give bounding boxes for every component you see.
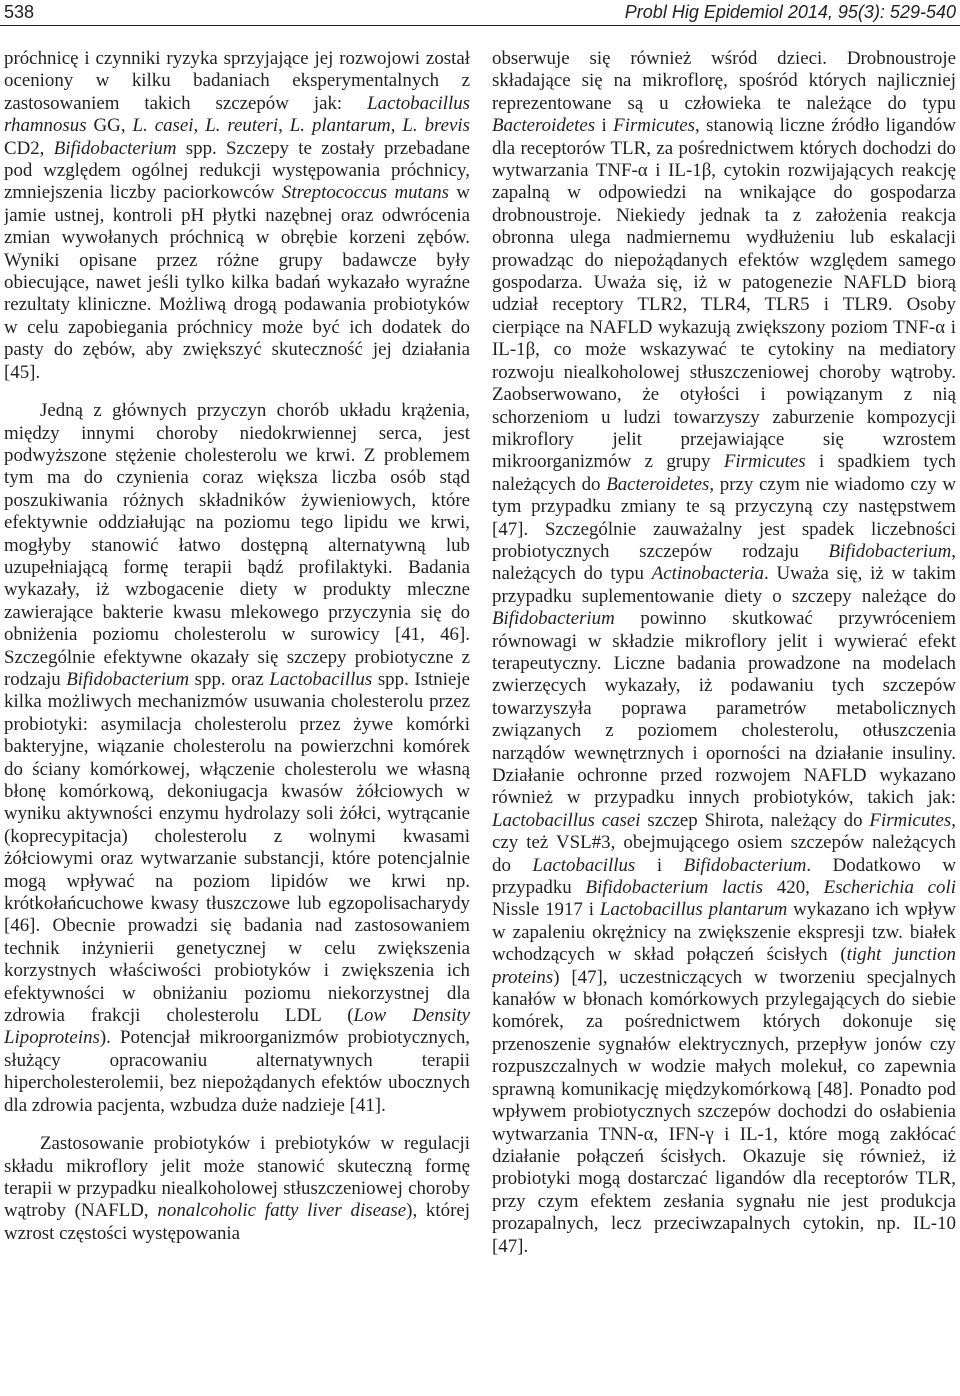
italic-term: Bifidobacterium: [66, 668, 190, 690]
italic-term: Firmicutes: [613, 115, 696, 137]
journal-citation: Probl Hig Epidemiol 2014, 95(3): 529-540: [624, 2, 956, 22]
italic-term: L. plantarum: [289, 115, 391, 137]
paragraph-nafld-intro: Zastosowanie probiotyków i prebiotyków w regulacji składu mikroflory jelit może stanowić skuteczną formę terapii w przypadku niealkoholowej stłuszczeniowej choroby wątroby (NAFLD, nonalcoholic fatty liver disease), której wzrost częstości występowania: [4, 1133, 470, 1244]
italic-term: L. reuteri: [205, 115, 279, 137]
italic-term: Bacteroidetes: [492, 115, 596, 137]
italic-term: Bifidobacterium: [828, 540, 952, 562]
italic-term: Streptococcus mutans: [281, 182, 450, 204]
italic-term: Escherichia coli: [823, 877, 956, 899]
italic-term: Actinobacteria: [651, 563, 764, 585]
italic-term: Firmicutes: [723, 451, 806, 473]
italic-term: Low Density Lipoproteins: [4, 1005, 470, 1049]
italic-term: tight junction proteins: [492, 944, 956, 988]
paragraph-nafld-continued: obserwuje się również wśród dzieci. Drobnoustroje składające się na mikroflorę, spośród których najliczniej reprezentowane są u człowieka te należące do typu Bacteroidetes i Firmicutes, stanowią liczne źródło ligandów dla receptorów TLR, za pośrednictwem których dochodzi do wytwarzania TNF-α i IL-1β, cytokin rozwijających reakcję zapalną w odpowiedzi na wnikające do gospodarza drobnoustroje. Niekiedy jednak ta z założenia reakcja obronna ulega nadmiernemu wydłużeniu lub eskalacji prowadząc do niepożądanych efektów względem samego gospodarza. Uważa się, iż w patogenezie NAFLD biorą udział receptory TLR2, TLR4, TLR5 i TLR9. Osoby cierpiące na NAFLD wykazują zwiększony poziom TNF-α i IL-1β, co może wskazywać te cytokiny na mediatory rozwoju niealkoholowej stłuszczeniowej choroby wątroby. Zaobserwowano, że otyłości i powiązanym z nią schorzeniom u ludzi towarzyszy zaburzenie kompozycji mikroflory jelit przejawiające się wzrostem mikroorganizmów z grupy Firmicutes i spadkiem tych należących do Bacteroidetes, przy czym nie wiadomo czy w tym przypadku zmiany te są przyczyną czy następstwem [47]. Szczególnie zauważalny jest spadek liczebności probiotycznych szczepów rodzaju Bifidobacterium, należących do typu Actinobacteria. Uważa się, iż w takim przypadku suplementowanie diety o szczepy należące do Bifidobacterium powinno skutkować przywróceniem równowagi w składzie mikroflory jelit i wywierać efekt terapeutyczny. Liczne badania prowadzone na modelach zwierzęcych wykazały, iż podawaniu tych szczepów towarzyszyła poprawa parametrów metabolicznych związanych z poziomem cholesterolu, otłuszczenia narządów wewnętrznych i oporności na działanie insuliny. Działanie ochronne przed rozwojem NAFLD wykazano również w przypadku innych probiotyków, takich jak: Lactobacillus casei szczep Shirota, należący do Firmicutes, czy też VSL#3, obejmującego osiem szczepów należących do Lactobacillus i Bifidobacterium. Dodatkowo w przypadku Bifidobacterium lactis 420, Escherichia coli Nissle 1917 i Lactobacillus plantarum wykazano ich wpływ w zapaleniu okrężnicy na zwiększenie ekspresji tzw. białek wchodzących w skład połączeń ścisłych (tight junction proteins) [47], uczestniczących w tworzeniu specjalnych kanałów w błonach komórkowych przylegających do siebie komórek, za pośrednictwem których dokonuje się przenoszenie sygnałów elektrycznych, przepływ jonów czy rozpuszczalnych w wodzie małych molekuł, co zapewnia sprawną komunikację międzykomórkową [48]. Ponadto pod wpływem probiotycznych szczepów dochodzi do osłabienia wytwarzania TNN-α, IFN-γ i IL-1, które mogą zakłócać działanie połączeń ścisłych. Okazuje się również, iż probiotyki mogą dostarczać ligandów dla receptorów TLR, przy czym efektem zesłania sygnału nie jest produkcja prozapalnych, lecz przeciwzapalnych cytokin, np. IL-10 [47].: [492, 48, 956, 1257]
right-column: [492, 48, 956, 1392]
italic-term: Lactobacillus: [532, 854, 636, 876]
italic-term: Bifidobacterium lactis: [585, 877, 764, 899]
italic-term: Lactobacillus plantarum: [599, 899, 788, 921]
italic-term: nonalcoholic fatty liver disease: [157, 1200, 407, 1222]
italic-term: Bifidobacterium: [53, 137, 177, 159]
left-column: [4, 48, 470, 1392]
italic-term: Firmicutes: [869, 809, 952, 831]
italic-term: Lactobacillus: [269, 668, 373, 690]
page-number: 538: [4, 2, 35, 22]
paragraph-cholesterol: Jedną z głównych przyczyn chorób układu krążenia, między innymi choroby niedokrwiennej serca, jest podwyższone stężenie cholesterolu we krwi. Z problemem tym ma do czynienia coraz większa liczba osób stąd poszukiwania różnych składników żywieniowych, które efektywnie oddziałując na poziomu tego lipidu we krwi, mogłyby stanowić łatwo dostępną alternatywną lub uzupełniającą formę terapii bądź profilaktyki. Badania wykazały, iż wzbogacenie diety w produkty mleczne zawierające bakterie kwasu mlekowego przyczynia się do obniżenia poziomu cholesterolu w surowicy [41, 46]. Szczególnie efektywne okazały się szczepy probiotyczne z rodzaju Bifidobacterium spp. oraz Lactobacillus spp. Istnieje kilka możliwych mechanizmów usuwania cholesterolu przez probiotyki: asymilacja cholesterolu przez żywe komórki bakteryjne, wiązanie cholesterolu na powierzchni komórek do ściany komórkowej, włączenie cholesterolu we własną błonę komórkową, dekoniugacja kwasów żółciowych w wyniku aktywności enzymu hydrolazy soli żółci, wytrącanie (koprecypitacja) cholesterolu z wolnymi kwasami żółciowymi oraz wytwarzanie substancji, które potencjalnie mogą wpływać na poziom lipidów we krwi np. krótkołańcuchowe kwasy tłuszczowe lub egzopolisacharydy [46]. Obecnie prowadzi się badania nad zastosowaniem technik inżynierii genetycznej w celu zwiększenia korzystnych właściwości probiotyków i zwiększenia ich efektywności w obniżaniu poziomu niekorzystnej dla zdrowia frakcji cholesterolu LDL (Low Density Lipoproteins). Potencjał mikroorganizmów probiotycznych, służący opracowaniu alternatywnych terapii hipercholesterolemii, bez niepożądanych efektów ubocznych dla zdrowia pacjenta, wzbudza duże nadzieje [41].: [4, 400, 470, 1116]
italic-term: Bacteroidetes: [606, 473, 710, 495]
italic-term: Lactobacillus casei: [492, 809, 641, 831]
italic-term: Bifidobacterium: [683, 854, 807, 876]
italic-term: L. brevis: [402, 115, 470, 137]
italic-term: Lactobacillus rhamnosus: [4, 92, 470, 137]
paragraph-caries: próchnicę i czynniki ryzyka sprzyjające jej rozwojowi został oceniony w kilku badaniach eksperymentalnych z zastosowaniem takich szczepów jak: Lactobacillus rhamnosus GG, L. casei, L. reuteri, L. plantarum, L. brevis CD2, Bifidobacterium spp. Szczepy te zostały przebadane pod względem ogólnej redukcji występowania próchnicy, zmniejszenia liczby paciorkowców Streptococcus mutans w jamie ustnej, kontroli pH płytki nazębnej oraz odwrócenia zmian wywołanych próchnicą w obrębie korzeni zębów. Wyniki opisane przez różne grupy badawcze były obiecujące, nawet jeśli tylko kilka badań wykazało wyraźne rezultaty kliniczne. Możliwą drogą podawania probiotyków w celu zapobiegania próchnicy może być ich dodatek do pasty do zębów, aby zwiększyć skuteczność jej działania [45].: [4, 48, 470, 383]
running-header: [0, 0, 960, 26]
italic-term: L. casei: [132, 115, 194, 137]
italic-term: Bifidobacterium: [492, 608, 615, 630]
